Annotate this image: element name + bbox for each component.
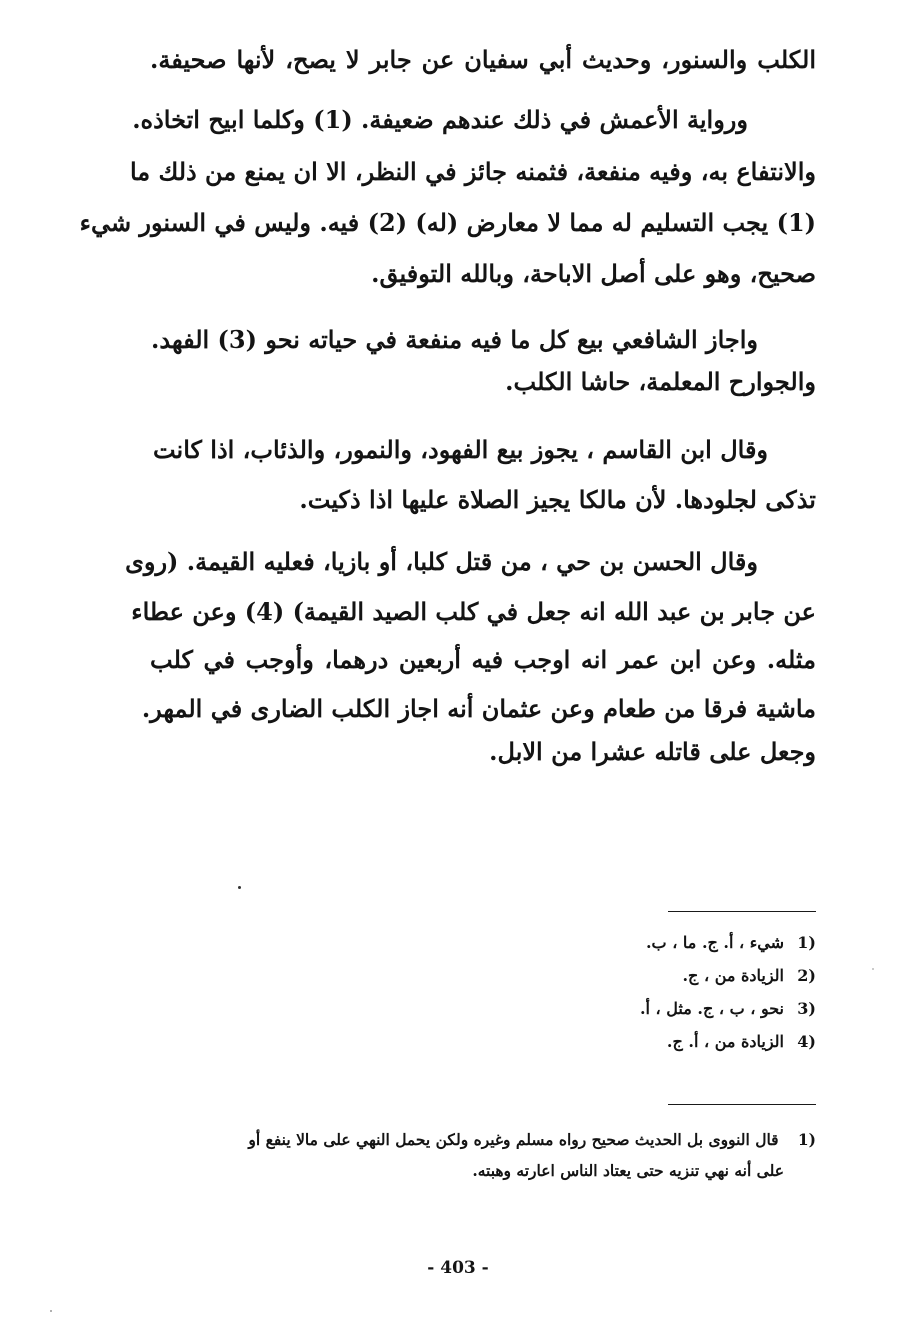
body-line-12: مثله. وعن ابن عمر انه اوجب فيه أربعين درهما، وأوجب في كلب xyxy=(150,645,816,674)
note-number: 2) xyxy=(797,966,816,985)
page-number: - 403 - xyxy=(427,1258,489,1278)
scan-speck xyxy=(872,968,874,970)
body-line-13: ماشية فرقا من طعام وعن عثمان أنه اجاز الكلب الضارى في المهر. xyxy=(141,694,816,723)
note-number: 3) xyxy=(797,999,816,1018)
variant-footnotes xyxy=(456,926,816,1058)
footnote-separator-1 xyxy=(668,911,816,912)
scan-speck xyxy=(50,1310,52,1312)
body-line-9: تذكى لجلودها. لأن مالكا يجيز الصلاة عليها اذا ذكيت. xyxy=(299,485,816,514)
footnote-separator-2 xyxy=(668,1104,816,1105)
variant-note-3 xyxy=(456,992,816,1025)
note-text: الزيادة من ، ج. xyxy=(682,966,784,985)
body-line-1: الكلب والسنور، وحديث أبي سفيان عن جابر لا يصح، لأنها صحيفة. xyxy=(150,45,816,74)
note-text: نحو ، ب ، ج. مثل ، أ. xyxy=(639,999,784,1018)
note-text: الزيادة من ، أ. ج. xyxy=(666,1032,784,1051)
commentary-note-line-2: على أنه نهي تنزيه حتى يعتاد الناس اعارته وهبته. xyxy=(472,1161,784,1180)
body-line-5: صحيح، وهو على أصل الاباحة، وبالله التوفيق. xyxy=(371,259,816,288)
note-text: قال النووى بل الحديث صحيح رواه مسلم وغيره ولكن يحمل النهي على مالا ينفع أو xyxy=(248,1130,779,1149)
commentary-note-line-1 xyxy=(154,1125,816,1154)
note-text: شيء ، أ. ج. ما ، ب. xyxy=(645,933,784,952)
body-line-7: والجوارح المعلمة، حاشا الكلب. xyxy=(505,367,816,396)
scan-speck xyxy=(238,886,241,889)
body-line-4: (1) يجب التسليم له مما لا معارض (له) (2) فيه. وليس في السنور شيء xyxy=(79,208,816,237)
body-line-6: واجاز الشافعي بيع كل ما فيه منفعة في حياته نحو (3) الفهد. xyxy=(151,325,758,354)
body-line-14: وجعل على قاتله عشرا من الابل. xyxy=(489,737,816,766)
body-line-3: والانتفاع به، وفيه منفعة، فثمنه جائز في النظر، الا ان يمنع من ذلك ما xyxy=(129,157,816,186)
note-number: 1) xyxy=(797,933,816,952)
variant-note-1 xyxy=(456,926,816,959)
note-number: 1) xyxy=(797,1130,816,1149)
variant-note-4 xyxy=(456,1025,816,1058)
body-line-8: وقال ابن القاسم ، يجوز بيع الفهود، والنمور، والذئاب، اذا كانت xyxy=(152,435,768,464)
body-line-11: عن جابر بن عبد الله انه جعل في كلب الصيد القيمة) (4) وعن عطاء xyxy=(131,597,816,626)
body-line-10: وقال الحسن بن حي ، من قتل كلبا، أو بازيا، فعليه القيمة. (روى xyxy=(125,547,758,576)
note-number: 4) xyxy=(797,1032,816,1051)
body-line-2: ورواية الأعمش في ذلك عندهم ضعيفة. (1) وكلما ابيح اتخاذه. xyxy=(132,105,748,134)
variant-note-2 xyxy=(456,959,816,992)
